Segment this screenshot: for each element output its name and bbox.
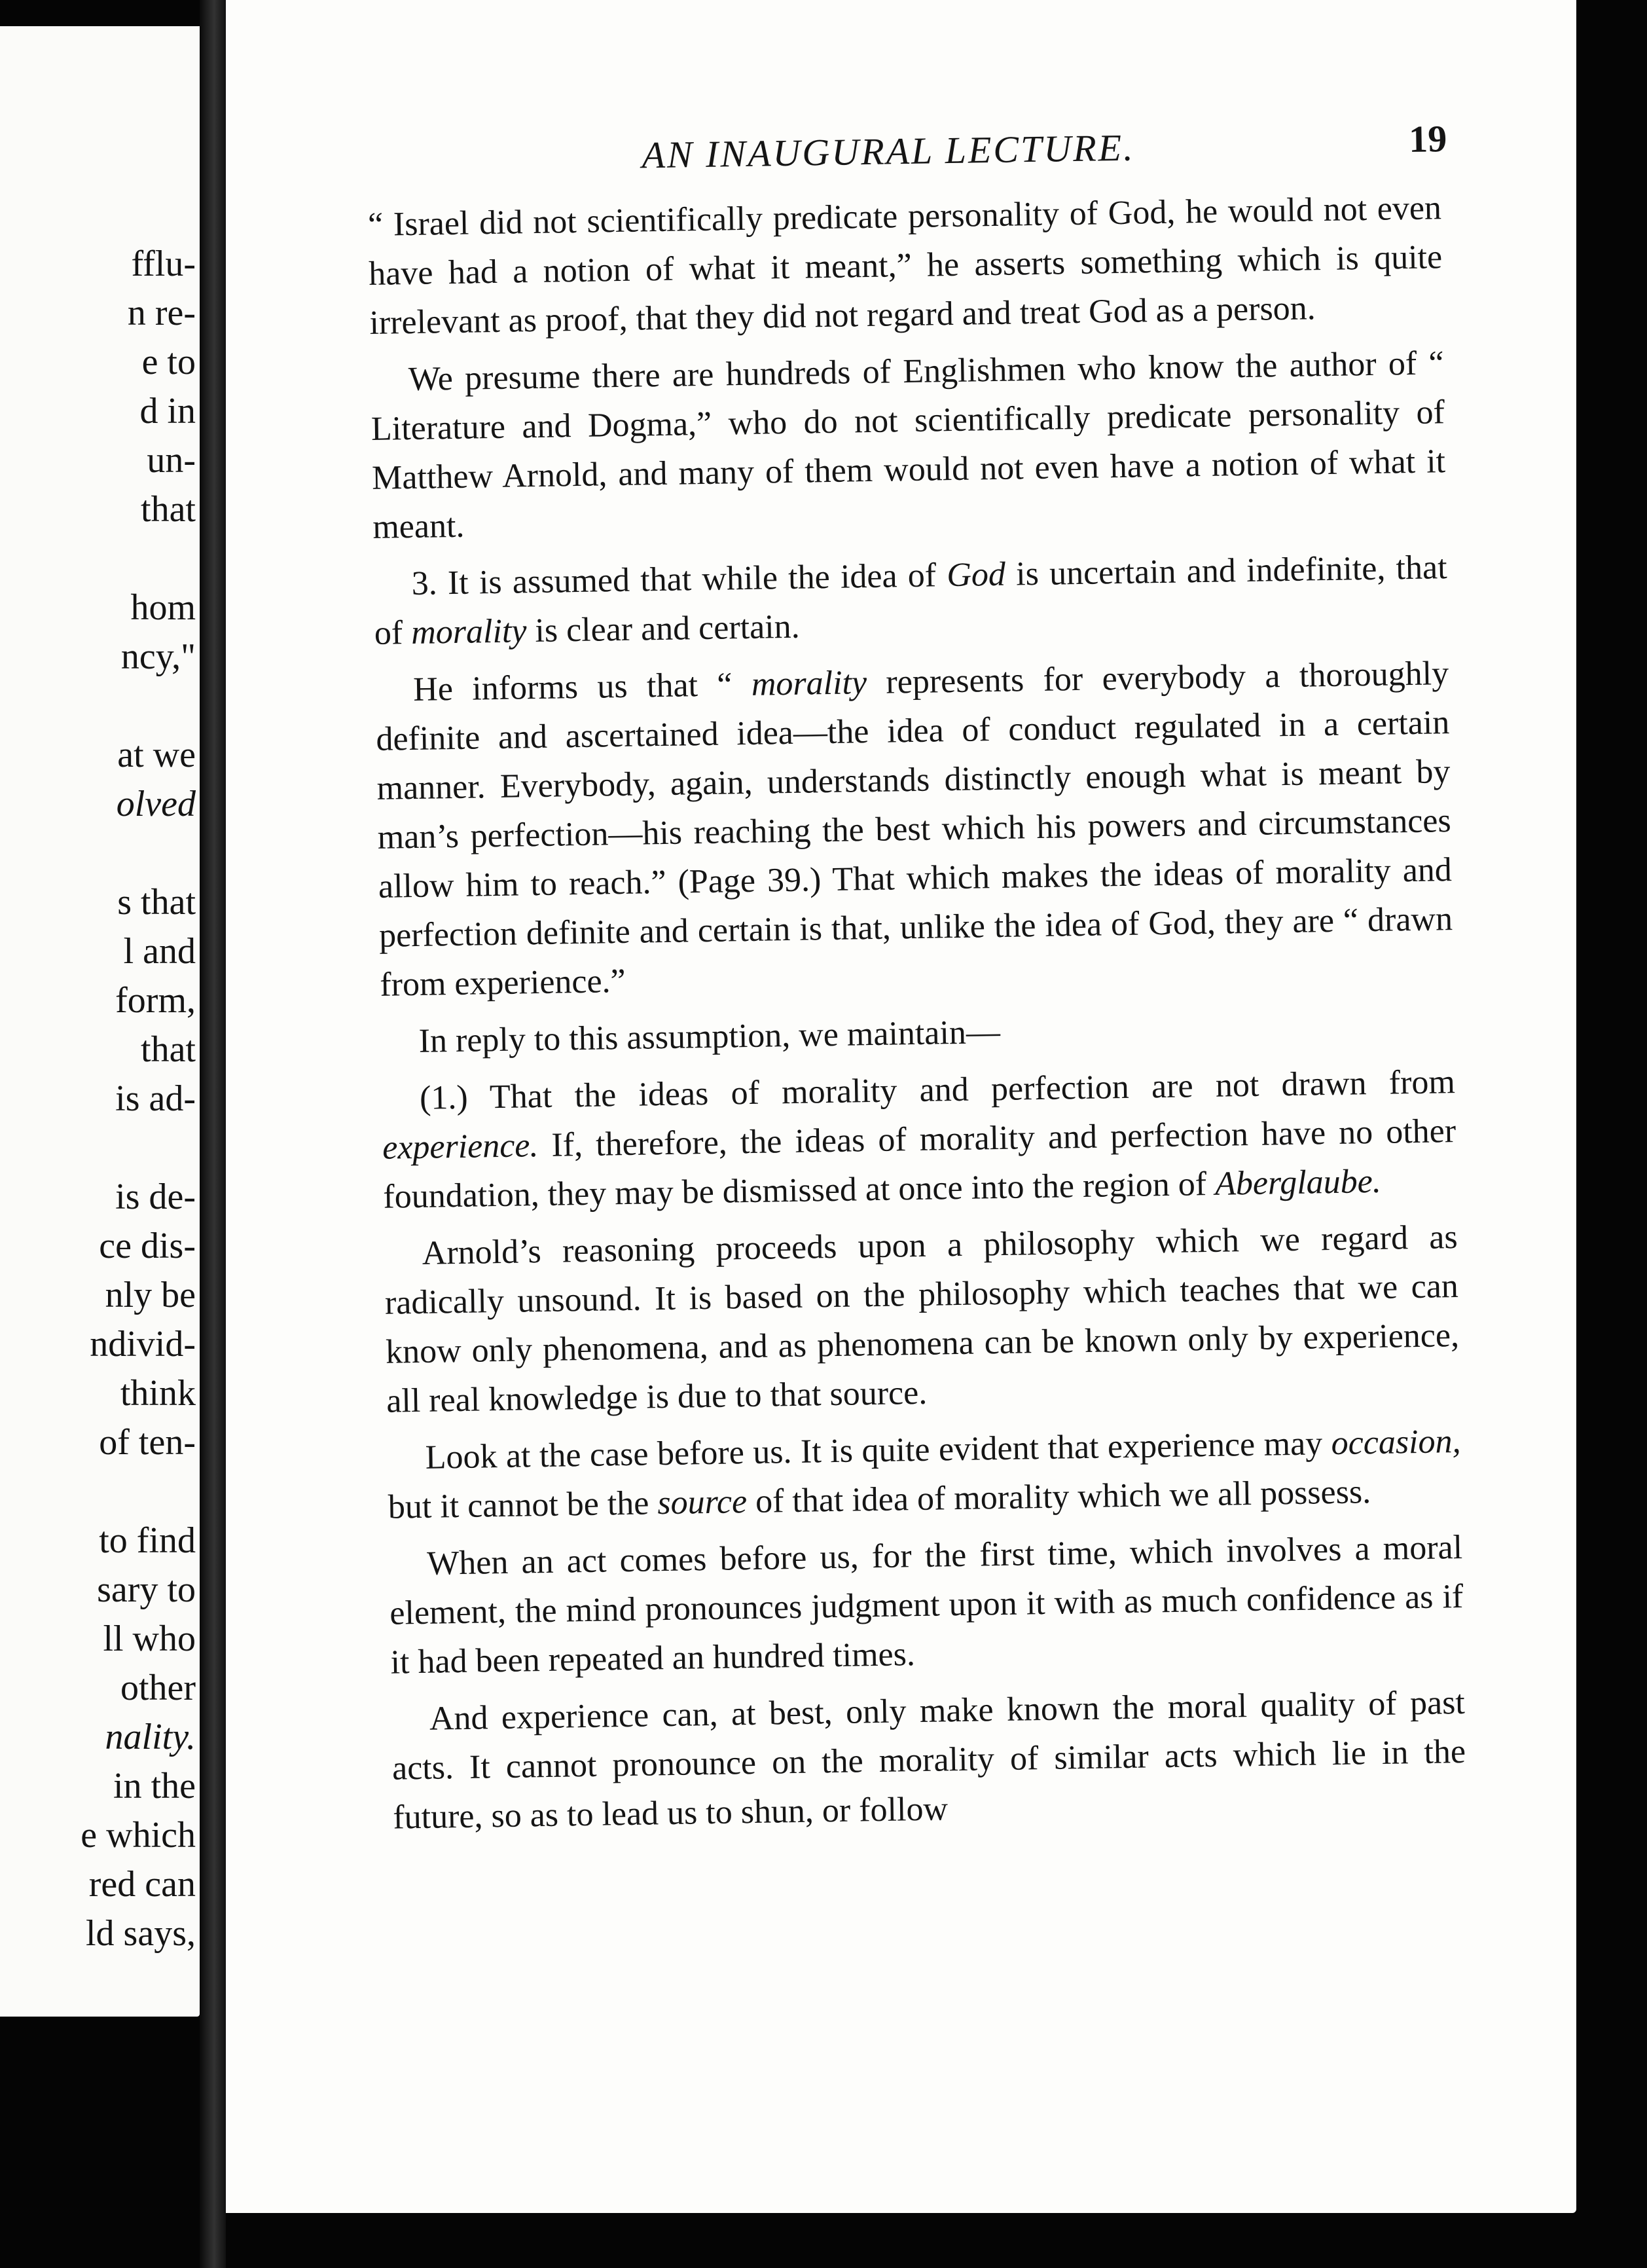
left-page-fragment: un- — [147, 440, 196, 481]
left-page-fragment: think — [120, 1373, 196, 1414]
paragraph-text: If, therefore, the ideas of morality and perfection have no other foundation, they may be dismissed at once into the region of — [382, 1112, 1457, 1216]
paragraph: We presume there are hundreds of Englishmen who know the author of “ Literature and Dogma,” who do not scientifically predicate personality of Matthew Arnold, and many of them would not even have a notion of what it meant. — [371, 344, 1446, 546]
right-page — [226, 0, 1576, 2213]
book-gutter — [200, 0, 226, 2268]
paragraph-text: represents for everybody a thoroughly definite and ascertained idea—the idea of conduct regulated in a certain manner. Everybody, again, understands distinctly enough what is meant by man’s perfection—his reaching the best which his powers and circumstances allow him to reach.” (Page 39.) That which makes the ideas of morality and perfection definite and certain is that, unlike the idea of God, they are “ drawn from experience.” — [375, 655, 1453, 1004]
italic-text: morality — [410, 612, 527, 652]
left-page-fragment: ndivid- — [90, 1324, 196, 1364]
left-page-fragment: to find — [99, 1520, 196, 1561]
left-page-fragment: e to — [141, 342, 196, 382]
paragraph-text: Look at the case before us. It is quite evident that experience may — [425, 1425, 1332, 1476]
running-head — [367, 117, 1447, 183]
paragraph-text: 3. It is assumed that while the idea of — [411, 557, 947, 603]
left-page-fragment: e which — [81, 1815, 196, 1856]
left-page-fragment: sary to — [97, 1569, 196, 1610]
paragraph-text: He informs us that “ — [412, 665, 752, 708]
left-page-fragment: at we — [117, 735, 196, 775]
page-number: 19 — [1408, 117, 1447, 160]
left-page-fragment: d in — [139, 391, 196, 431]
body-text — [368, 183, 1467, 1842]
running-title: AN INAUGURAL LECTURE. — [641, 126, 1136, 177]
paragraph-text: of that idea of morality which we all possess. — [746, 1473, 1371, 1521]
paragraph: When an act comes before us, for the first time, which involves a moral element, the mind pronounces judgment upon it with as much confidence as if it had been repeated an hundred times. — [389, 1528, 1464, 1681]
paragraph — [373, 543, 1448, 658]
left-page-fragment: s that — [117, 882, 196, 923]
left-page-fragment: n re- — [127, 293, 196, 333]
left-page-fragment: is ad- — [115, 1078, 196, 1119]
italic-text: morality — [751, 664, 867, 703]
paragraph: Arnold’s reasoning proceeds upon a philosophy which we regard as radically unsound. It is based on the philosophy which teaches that we can know only phenomena, and as phenomena can be known only by experience, all real knowledge is due to that source. — [384, 1218, 1460, 1420]
paragraph-text: but it cannot be the — [388, 1484, 658, 1526]
left-page-fragment: of ten- — [99, 1422, 196, 1463]
left-page-fragment: that — [141, 489, 196, 530]
italic-text: experience. — [382, 1127, 539, 1167]
paragraph: “ Israel did not scientifically predicate personality of God, he would not even have had a notion of what it meant,” he asserts something which is quite irrelevant as proof, that they did not regard and treat God as a person. — [367, 189, 1443, 342]
left-page-fragment: nality. — [105, 1717, 196, 1757]
paragraph — [387, 1417, 1462, 1532]
paragraph: In reply to this assumption, we maintain— — [418, 1013, 1001, 1060]
paragraph — [375, 649, 1454, 1010]
left-page-fragment: in the — [113, 1766, 196, 1806]
left-page-fragment: other — [120, 1668, 196, 1708]
left-page-fragment: ll who — [103, 1619, 196, 1659]
italic-text: occasion, — [1331, 1422, 1461, 1463]
paragraph-text: is uncertain and indefinite, that of — [374, 549, 1447, 652]
paragraph: And experience can, at best, only make known the moral quality of past acts. It cannot pronounce on the morality of similar acts which lie in the future, so as to lead us to shun, or follow — [391, 1683, 1466, 1837]
left-page-fragment: ncy," — [120, 636, 196, 677]
paragraph-text: (1.) That the ideas of morality and perfection are not drawn from — [419, 1063, 1456, 1117]
italic-text: source — [657, 1483, 748, 1522]
left-page-fragment: l and — [123, 931, 196, 972]
left-page-fragment: hom — [130, 587, 196, 628]
left-page-fragment: form, — [115, 980, 196, 1021]
italic-text: Aberglaube. — [1214, 1162, 1382, 1203]
paragraph-text: is clear and certain. — [526, 608, 801, 650]
left-page-fragment: nly be — [105, 1275, 196, 1315]
left-page-fragment: fflu- — [131, 244, 196, 284]
left-page-fragment: is de- — [115, 1177, 196, 1217]
page-content — [367, 117, 1467, 1842]
paragraph — [381, 1057, 1457, 1222]
italic-text: God — [946, 555, 1006, 594]
left-facing-page — [0, 26, 200, 2017]
left-page-fragment: that — [141, 1029, 196, 1070]
left-page-fragment: ce dis- — [99, 1226, 196, 1266]
left-page-fragment: olved — [116, 784, 196, 824]
left-page-fragment: red can — [88, 1864, 196, 1905]
left-page-fragment: ld says, — [86, 1913, 196, 1954]
